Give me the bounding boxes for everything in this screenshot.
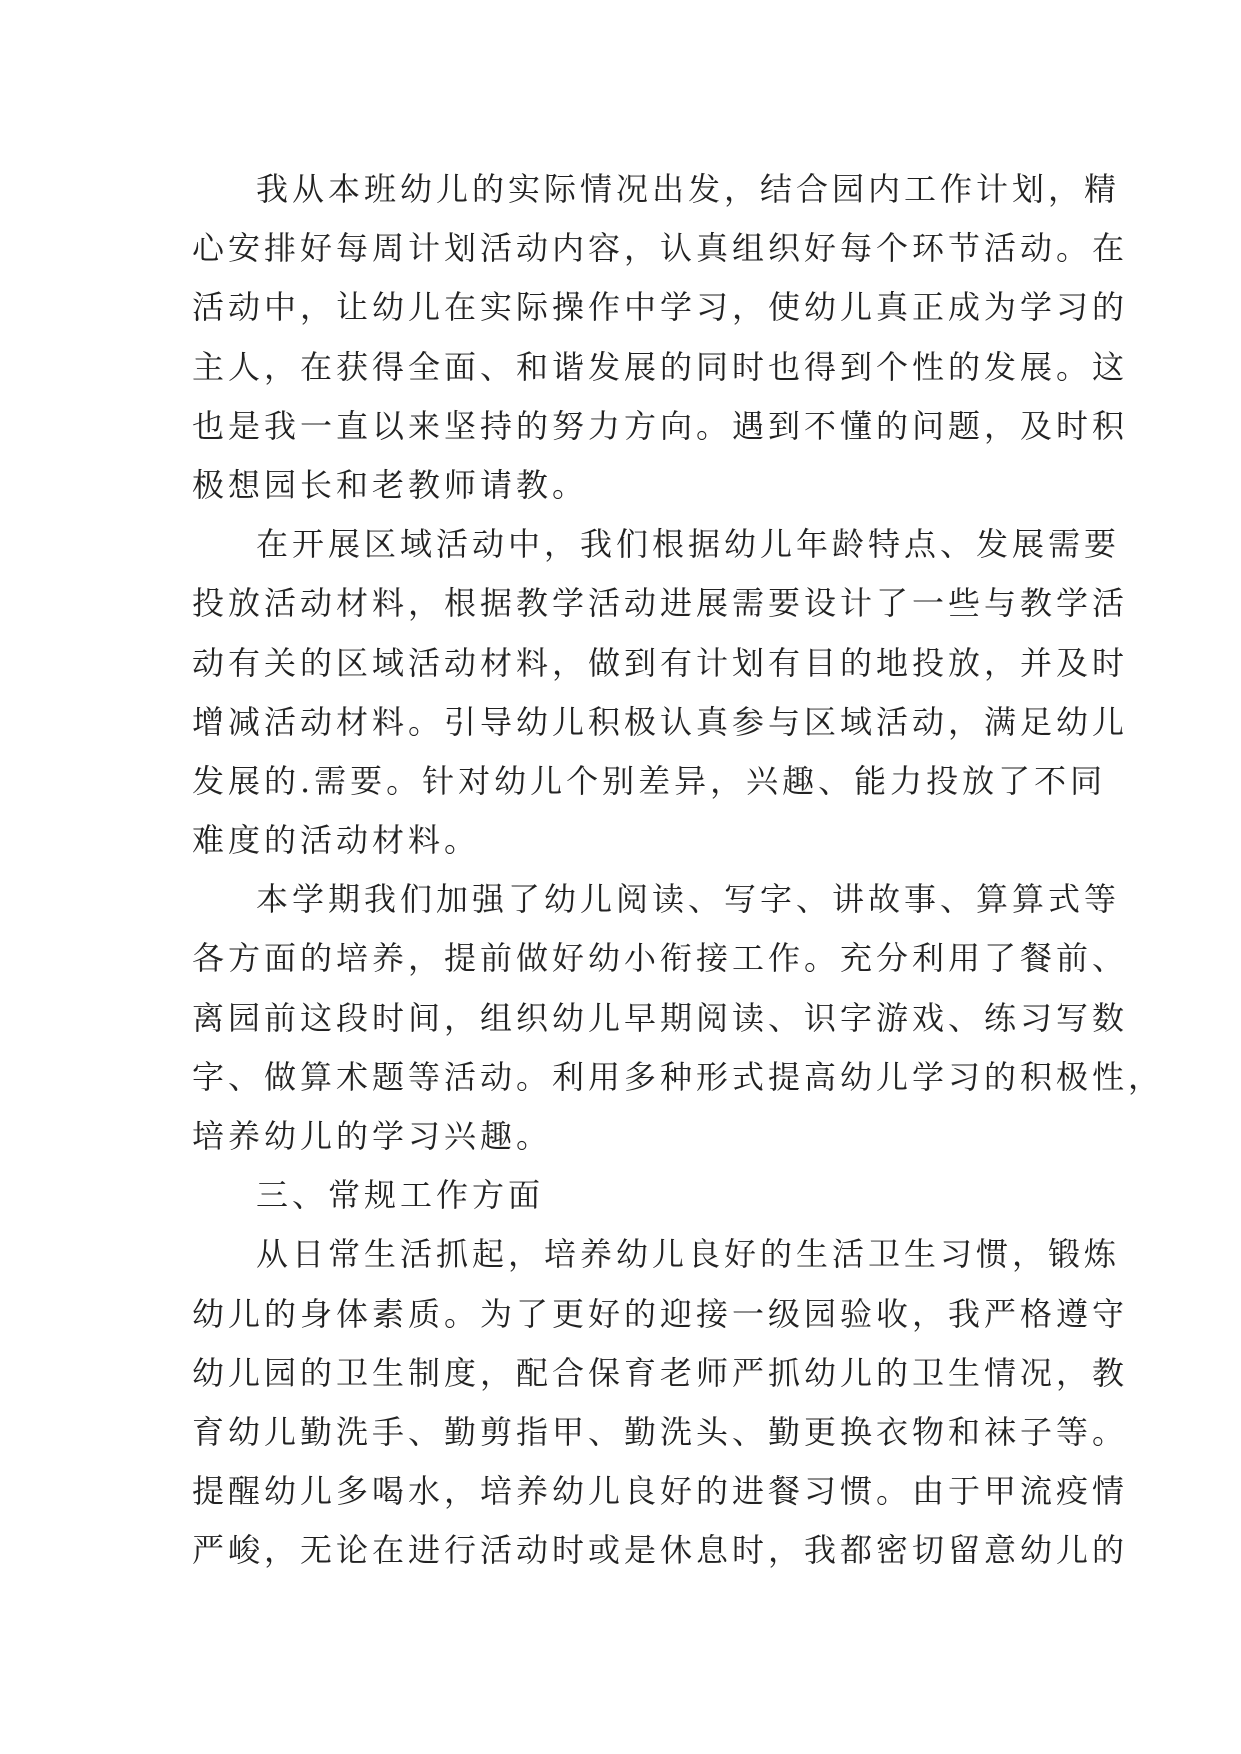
text-line: 本学期我们加强了幼儿阅读、写字、讲故事、算算式等: [256, 880, 1121, 919]
text-line: 发展的.需要。针对幼儿个别差异，兴趣、能力投放了不同: [192, 761, 1107, 800]
text-line: 育幼儿勤洗手、勤剪指甲、勤洗头、勤更换衣物和袜子等。: [192, 1412, 1129, 1451]
text-line: 幼儿园的卫生制度，配合保育老师严抓幼儿的卫生情况，教: [192, 1353, 1129, 1392]
text-line: 动有关的区域活动材料，做到有计划有目的地投放，并及时: [192, 643, 1129, 682]
text-line: 投放活动材料，根据教学活动进展需要设计了一些与教学活: [192, 584, 1129, 623]
text-line: 难度的活动材料。: [192, 821, 481, 860]
text-line: 字、做算术题等活动。利用多种形式提高幼儿学习的积极性，: [192, 1057, 1165, 1096]
text-line: 培养幼儿的学习兴趣。: [192, 1117, 553, 1155]
text-line: 从日常生活抓起，培养幼儿良好的生活卫生习惯，锻炼: [256, 1235, 1121, 1274]
document-body: [192, 160, 1165, 1581]
text-line: 各方面的培养，提前做好幼小衔接工作。充分利用了餐前、: [192, 939, 1129, 978]
text-line: 也是我一直以来坚持的努力方向。遇到不懂的问题，及时积: [192, 406, 1129, 445]
text-line: 提醒幼儿多喝水，培养幼儿良好的进餐习惯。由于甲流疫情: [192, 1472, 1129, 1511]
text-line: 主人，在获得全面、和谐发展的同时也得到个性的发展。这: [192, 347, 1129, 386]
text-line: 离园前这段时间，组织幼儿早期阅读、识字游戏、练习写数: [192, 998, 1129, 1037]
text-line: 幼儿的身体素质。为了更好的迎接一级园验收，我严格遵守: [192, 1294, 1129, 1333]
text-line: 活动中，让幼儿在实际操作中学习，使幼儿真正成为学习的: [192, 288, 1129, 327]
text-line: 心安排好每周计划活动内容，认真组织好每个环节活动。在: [192, 229, 1129, 268]
text-line: 在开展区域活动中，我们根据幼儿年龄特点、发展需要: [256, 525, 1121, 564]
text-line: 我从本班幼儿的实际情况出发，结合园内工作计划，精: [256, 170, 1121, 208]
text-line: 增减活动材料。引导幼儿积极认真参与区域活动，满足幼儿: [192, 702, 1129, 741]
text-line: 三、常规工作方面: [256, 1176, 545, 1215]
text-line: 严峻，无论在进行活动时或是休息时，我都密切留意幼儿的: [192, 1531, 1129, 1570]
text-line: 极想园长和老教师请教。: [192, 465, 589, 504]
